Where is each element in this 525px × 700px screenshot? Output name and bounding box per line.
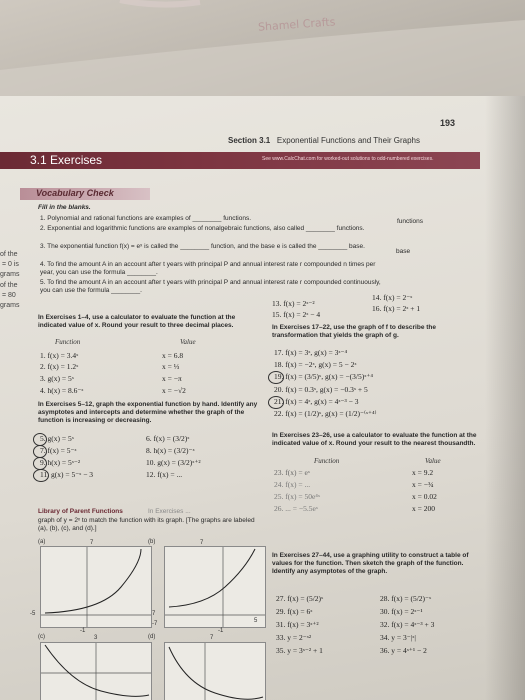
vocab-item: 2. Exponential and logarithmic functions are examples of nonalgebraic functions, also called ________ functions.	[40, 225, 365, 232]
ex-35: 35. y = 3ˣ⁻² + 1	[276, 646, 323, 655]
handwritten-scribble: Shamel Crafts	[257, 15, 336, 34]
ex-2-function: 2. f(x) = 1.2ˣ	[40, 362, 79, 371]
ex-24-value: x = −¾	[412, 480, 434, 489]
ex17-22-instruction: In Exercises 17–22, use the graph of f to describe the transformation that yields the graph of g.	[272, 324, 437, 339]
section-title: Exponential Functions and Their Graphs	[276, 136, 420, 145]
vocab-instruction: Fill in the blanks.	[38, 204, 91, 211]
ex-11: 11. g(x) = 5⁻ˣ − 3	[40, 470, 94, 479]
ex-13: 13. f(x) = 2ˣ⁻²	[272, 299, 315, 308]
exercises-title: 3.1 Exercises	[30, 153, 103, 167]
ex-23-function: 23. f(x) = eˣ	[274, 468, 310, 477]
ex-7: 7. f(x) = 5⁻ˣ	[40, 446, 77, 455]
ex-1-function: 1. f(x) = 3.4ˣ	[40, 351, 79, 360]
handwritten-circle	[33, 469, 49, 482]
vocab-answer-functions: functions	[397, 218, 424, 225]
graph-b-plot	[165, 547, 265, 627]
ex23-26-col-value: Value	[425, 457, 441, 465]
ex-23-value: x = 9.2	[412, 468, 434, 477]
ex-16: 16. f(x) = 2ˣ + 1	[372, 304, 421, 313]
library-title: Library of Parent Functions	[38, 508, 123, 515]
graph-c	[40, 642, 152, 700]
section-label: Section 3.1	[228, 136, 271, 145]
ex-27: 27. f(x) = (5/2)ˣ	[276, 594, 324, 603]
page-number: 193	[440, 118, 456, 128]
graph-a	[40, 546, 152, 628]
ex23-26-col-function: Function	[314, 457, 340, 465]
ex-29: 29. f(x) = 6ˣ	[276, 607, 313, 616]
margin-note: = 0 is	[2, 261, 19, 268]
graph-c-label: (c)	[38, 634, 45, 640]
vocab-item: 4. To find the amount A in an account after t years with principal P and annual interest rate r compounded n times per year, you can use the formula ________.	[40, 261, 376, 276]
handwritten-circle	[268, 371, 284, 384]
calcchat-link: See www.CalcChat.com for worked-out solutions to odd-numbered exercises.	[262, 156, 434, 162]
margin-note: = 80	[2, 292, 16, 299]
graph-a-ymin: -1	[80, 628, 86, 634]
page-gutter-shadow	[485, 96, 525, 700]
ex1-4-col-function: Function	[55, 338, 81, 346]
ex-32: 32. f(x) = 4ˣ⁻³ + 3	[380, 620, 435, 629]
ex-3-function: 3. g(x) = 5ˣ	[40, 374, 74, 383]
ex-17: 17. f(x) = 3ˣ, g(x) = 3ˣ⁻⁴	[274, 348, 348, 357]
ex1-4-col-value: Value	[180, 338, 196, 346]
graph-d-plot	[165, 643, 265, 700]
ex-4-function: 4. h(x) = 8.6⁻ˣ	[40, 386, 84, 395]
margin-note: of the	[0, 251, 18, 258]
ex5-12-instruction: In Exercises 5–12, graph the exponential function by hand. Identify any asymptotes and intercepts and determine whether the graph of the function is increasing or decreasing.	[38, 401, 258, 424]
ex-24-function: 24. f(x) = ...	[274, 480, 311, 489]
ex-22: 22. f(x) = (1/2)ˣ, g(x) = (1/2)⁻⁽ˣ⁺⁴⁾	[274, 409, 377, 418]
library-text-a: In Exercises ...	[148, 508, 191, 515]
vocab-answer-base: base	[396, 248, 411, 255]
ex-25-function: 25. f(x) = 50e⁴ˣ	[274, 492, 321, 501]
margin-note: grams	[0, 302, 20, 309]
library-text-b: graph of y = 2ˣ to match the function with its graph. [The graphs are labeled (a), (b), (c), and (d).]	[38, 517, 255, 532]
vocab-item: 3. The exponential function f(x) = eˣ is called the ________ function, and the base e is called the ________ base.	[40, 243, 365, 250]
textbook-page	[0, 96, 525, 700]
graph-a-ymax: 7	[90, 540, 94, 546]
ex-4-value: x = −√2	[162, 386, 186, 395]
ex-6: 6. f(x) = (3/2)ˣ	[146, 434, 190, 443]
graph-b-ymin: -1	[218, 628, 224, 634]
ex-2-value: x = ⅓	[162, 362, 180, 371]
ex-31: 31. f(x) = 3ˣ⁺²	[276, 620, 319, 629]
ex-26-function: 26. ... = −5.5eˣ	[274, 504, 318, 513]
graph-d	[164, 642, 266, 700]
handwritten-circle	[268, 396, 284, 409]
ex-26-value: x = 200	[412, 504, 435, 513]
graph-a-plot	[41, 547, 151, 627]
ex-8: 8. h(x) = (3/2)⁻ˣ	[146, 446, 195, 455]
ex-28: 28. f(x) = (5/2)⁻ˣ	[380, 594, 432, 603]
graph-a-xmin: -5	[30, 611, 36, 617]
graph-b	[164, 546, 266, 628]
ex1-4-instruction: In Exercises 1–4, use a calculator to evaluate the function at the indicated value of x. Round your result to three decimal places.	[38, 314, 236, 329]
graph-a-label: (a)	[38, 539, 46, 545]
graph-b-xmax: 5	[254, 618, 258, 624]
graph-c-ymax: 3	[94, 635, 98, 641]
ex-9: 9. h(x) = 5ˣ⁻²	[40, 458, 81, 467]
ex-30: 30. f(x) = 2ˣ⁻¹	[380, 607, 423, 616]
ex-33: 33. y = 2⁻ˣ²	[276, 633, 312, 642]
vocab-item: 5. To find the amount A in an account after t years with principal P and annual interest rate r compounded continuously, you can use the formula ________.	[40, 279, 381, 294]
ex-10: 10. g(x) = (3/2)ˣ⁺²	[146, 458, 201, 467]
graph-d-ymax: 7	[210, 635, 214, 641]
graph-d-label: (d)	[148, 634, 156, 640]
graph-a-xmax: 7	[152, 611, 156, 617]
margin-note: of the	[0, 282, 18, 289]
graph-c-plot	[41, 643, 151, 700]
vocab-title: Vocabulary Check	[36, 188, 114, 198]
ex-20: 20. f(x) = 0.3ˣ, g(x) = −0.3ˣ + 5	[274, 385, 368, 394]
ex-14: 14. f(x) = 2⁻ˣ	[372, 293, 413, 302]
ex-21: 21. f(x) = 4ˣ, g(x) = 4ˣ⁻³ − 3	[274, 397, 359, 406]
ex-36: 36. y = 4ˣ⁺¹ − 2	[380, 646, 427, 655]
ex-34: 34. y = 3⁻|ˣ|	[380, 633, 416, 642]
ex-18: 18. f(x) = −2ˣ, g(x) = 5 − 2ˣ	[274, 360, 357, 369]
ex-25-value: x = 0.02	[412, 492, 437, 501]
exercises-banner	[0, 152, 480, 169]
ex-1-value: x = 6.8	[162, 351, 184, 360]
ex23-26-instruction: In Exercises 23–26, use a calculator to evaluate the function at the indicated value of x. Round your result to the nearest thousandth.	[272, 432, 477, 447]
ex-19: 19. f(x) = (3/5)ˣ, g(x) = −(3/5)ˣ⁺⁴	[274, 372, 373, 381]
ex-3-value: x = −π	[162, 374, 182, 383]
ex-12: 12. f(x) = ...	[146, 470, 183, 479]
graph-b-ymax: 7	[200, 540, 204, 546]
margin-note: grams	[0, 271, 20, 278]
previous-page-edge	[0, 0, 525, 96]
graph-b-xmin: -7	[152, 621, 158, 627]
ex27-44-instruction: In Exercises 27–44, use a graphing utility to construct a table of values for the function. Then sketch the graph of the function. Identify any asymptotes of the graph.	[272, 552, 469, 575]
vocab-item: 1. Polynomial and rational functions are examples of ________ functions.	[40, 215, 252, 222]
ex-15: 15. f(x) = 2ˣ − 4	[272, 310, 321, 319]
page-curl-shading	[0, 0, 525, 96]
ex-5: 5. g(x) = 5ˣ	[40, 434, 74, 443]
graph-b-label: (b)	[148, 539, 156, 545]
